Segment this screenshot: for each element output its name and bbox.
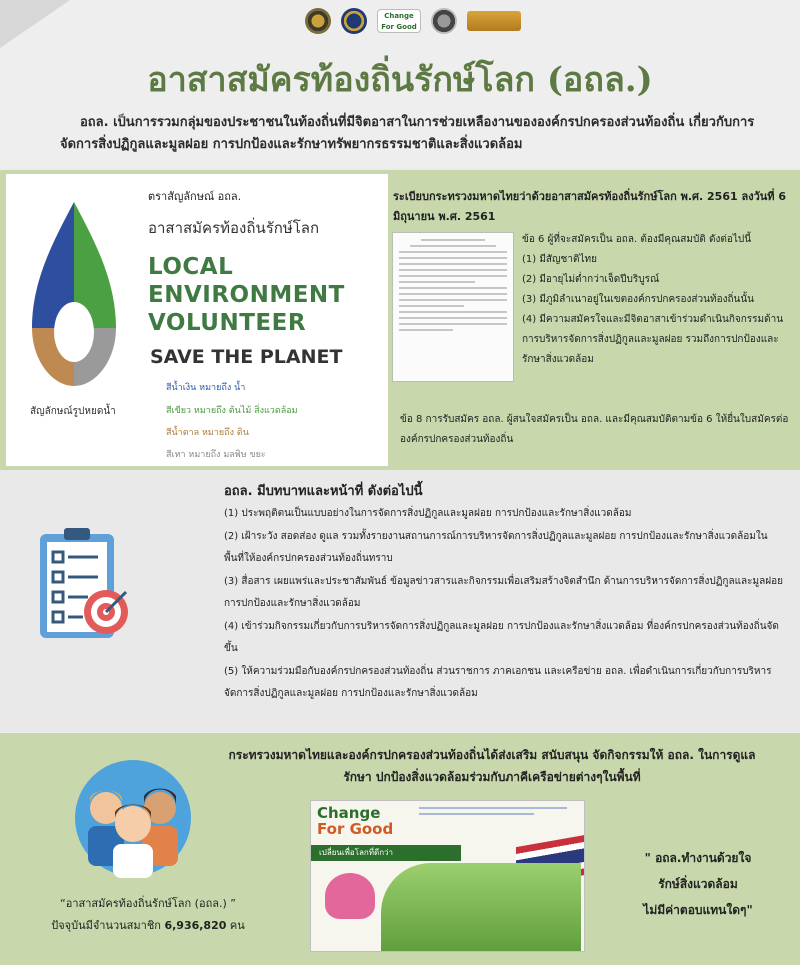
list-item: (5) ให้ความร่วมมือกับองค์กรปกครองส่วนท้องถิ่น ส่วนราชการ ภาคเอกชน และเครือข่าย อถล. เพื่อดำเนินการเกี่ยวกับการบริหารจัดการสิ่งปฏิกูลและมูลฝอย การปกป้องและรักษาสิ่งแวดล้อม	[224, 665, 772, 699]
partner-logos	[305, 8, 521, 34]
roles-title: อถล. มีบทบาทและหน้าที่ ดังต่อไปนี้	[224, 484, 423, 499]
heart-icon	[325, 873, 375, 919]
list-item: (3) สื่อสาร เผยแพร่และประชาสัมพันธ์ ข้อมูลข่าวสารและกิจกรรมเพื่อเสริมสร้างจิตสำนึก ด้านการบริหารจัดการสิ่งปฏิกูลและมูลฝอย การปกป้องและรักษาสิ่งแวดล้อม	[224, 575, 783, 609]
change-for-good-logo: Change For Good	[377, 9, 421, 33]
poster-brand-1: Change	[317, 804, 381, 822]
roles-list	[224, 503, 784, 706]
member-line1: “อาสาสมัครท้องถิ่นรักษ์โลก (อถล.) ”	[60, 897, 236, 910]
dla-seal-icon	[305, 8, 331, 34]
list-item: (3) มีภูมิลำเนาอยู่ในเขตองค์กรปกครองส่วนท้องถิ่นนั้น	[522, 294, 755, 305]
quote-line1: " อถล.ทำงานด้วยใจ	[644, 851, 752, 865]
emblem-eng-line3: VOLUNTEER	[148, 310, 307, 336]
member-count: 6,936,820	[164, 919, 227, 932]
volunteer-quote	[608, 845, 788, 923]
emblem-heading: ตราสัญลักษณ์ อถล.	[148, 190, 242, 203]
legend-brown: สีน้ำตาล หมายถึง ดิน	[166, 428, 249, 438]
member-unit: คน	[229, 919, 245, 932]
list-item: (1) มีสัญชาติไทย	[522, 254, 597, 265]
poster-photo	[381, 863, 581, 952]
emblem-slogan: SAVE THE PLANET	[150, 346, 343, 368]
list-item: (2) เฝ้าระวัง สอดส่อง ดูแล รวมทั้งรายงานสถานการณ์การบริหารจัดการสิ่งปฏิกูลและมูลฝอย การปกป้องและรักษาสิ่งแวดล้อมในพื้นที่ให้องค์กรปกครองส่วนท้องถิ่นทราบ	[224, 530, 768, 564]
emblem-eng-line2: ENVIRONMENT	[148, 282, 345, 308]
water-drop-emblem-icon	[24, 200, 124, 390]
checklist-target-icon	[38, 524, 128, 642]
list-item: (4) เข้าร่วมกิจกรรมเกี่ยวกับการบริหารจัดการสิ่งปฏิกูลและมูลฝอย การปกป้องและรักษาสิ่งแวดล้อม ที่องค์กรปกครองส่วนท้องถิ่นจัดขึ้น	[224, 620, 779, 654]
campaign-poster	[310, 800, 585, 952]
legend-green: สีเขียว หมายถึง ต้นไม้ สิ่งแวดล้อม	[166, 406, 298, 416]
corner-decoration	[0, 0, 70, 48]
poster-bar: เปลี่ยนเพื่อโลกที่ดีกว่า	[311, 845, 461, 861]
quote-line2: รักษ์สิ่งแวดล้อม	[658, 877, 738, 891]
legend-blue: สีน้ำเงิน หมายถึง น้ำ	[166, 383, 246, 393]
interior-ministry-seal-icon	[341, 8, 367, 34]
quote-line3: ไม่มีค่าตอบแทนใดๆ"	[643, 903, 753, 917]
poster-small-text	[419, 807, 583, 819]
project-banner-logo	[467, 11, 521, 31]
regulation-title: ระเบียบกระทรวงมหาดไทยว่าด้วยอาสาสมัครท้องถิ่นรักษ์โลก พ.ศ. 2561 ลงวันที่ 6 มิถุนายน พ.ศ. 2561	[393, 190, 787, 223]
header-section	[0, 0, 800, 168]
article6-heading: ข้อ 6 ผู้ที่จะสมัครเป็น อถล. ต้องมีคุณสมบัติ ดังต่อไปนี้	[522, 234, 752, 245]
agency-seal-icon	[431, 8, 457, 34]
article6-list	[522, 230, 792, 370]
list-item: (1) ประพฤติตนเป็นแบบอย่างในการจัดการสิ่งปฏิกูลและมูลฝอย การปกป้องและรักษาสิ่งแวดล้อม	[224, 508, 632, 519]
intro-paragraph: อถล. เป็นการรวมกลุ่มของประชาชนในท้องถิ่นที่มีจิตอาสาในการช่วยเหลืองานขององค์กรปกครองส่วนท้องถิ่น เกี่ยวกับการจัดการสิ่งปฏิกูลและมูลฝอย การปกป้องและรักษาทรัพยากรธรรมชาติและสิ่งแวดล้อม	[60, 115, 755, 152]
drop-caption: สัญลักษณ์รูปหยดน้ำ	[30, 406, 116, 417]
legend-gray: สีเทา หมายถึง มลพิษ ขยะ	[166, 450, 266, 460]
member-label: ปัจจุบันมีจำนวนสมาชิก	[51, 919, 161, 932]
page-title: อาสาสมัครท้องถิ่นรักษ์โลก (อถล.)	[147, 60, 653, 100]
list-item: (2) มีอายุไม่ต่ำกว่าเจ็ดปีบริบูรณ์	[522, 274, 660, 285]
volunteers-illustration-icon	[68, 758, 198, 878]
poster-brand	[317, 805, 393, 837]
support-text: กระทรวงมหาดไทยและองค์กรปกครองส่วนท้องถิ่นได้ส่งเสริม สนับสนุน จัดกิจกรรมให้ อถล. ในการดูแลรักษา ปกป้องสิ่งแวดล้อมร่วมกับภาคีเครือข่ายต่างๆในพื้นที่	[228, 748, 756, 784]
list-item: (4) มีความสมัครใจและมีจิตอาสาเข้าร่วมดำเนินกิจกรรมด้านการบริหารจัดการสิ่งปฏิกูลและมูลฝอย รวมถึงการปกป้องและรักษาสิ่งแวดล้อม	[522, 314, 784, 365]
member-line2	[18, 915, 278, 937]
article8-text: ข้อ 8 การรับสมัคร อถล. ผู้สนใจสมัครเป็น อถล. และมีคุณสมบัติตามข้อ 6 ให้ยื่นใบสมัครต่อองค์กรปกครองส่วนท้องถิ่น	[400, 414, 789, 445]
emblem-eng-line1: LOCAL	[148, 254, 234, 280]
regulation-document-thumbnail	[392, 232, 514, 382]
poster-brand-2: For Good	[317, 820, 394, 838]
member-caption	[18, 893, 278, 937]
emblem-thai-name: อาสาสมัครท้องถิ่นรักษ์โลก	[148, 219, 320, 237]
